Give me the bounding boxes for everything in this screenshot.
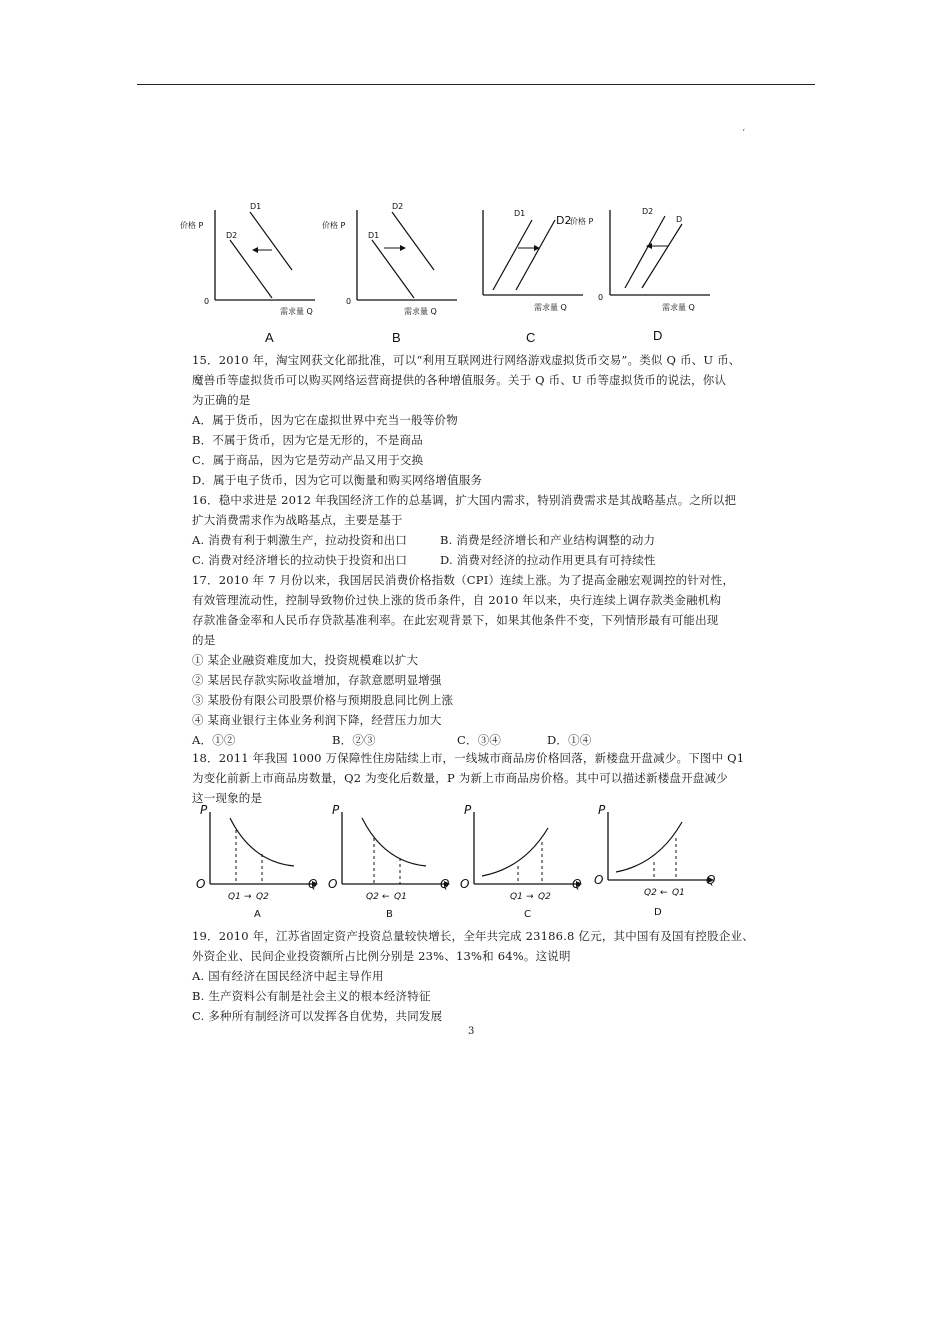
graph-option-d: D [653, 328, 663, 343]
curve-label-2: D [676, 215, 683, 224]
demand-graph-c [448, 200, 588, 320]
question-text-line: 为正确的是 [192, 393, 251, 407]
question-text-line: 扩大消费需求作为战略基点，主要是基于 [192, 513, 403, 527]
housing-graph-a [196, 800, 326, 922]
question-text-line: 有效管理流动性，控制导致物价过快上涨的货币条件，自 2010 年以来，央行连续上调存款类金融机构 [192, 593, 722, 607]
x-axis-label: 需求量 Q [404, 307, 437, 316]
answer-option-c: C. 多种所有制经济可以发挥各自优势，共同发展 [192, 1009, 443, 1023]
x-axis-label: 需求量 Q [280, 307, 313, 316]
q-label-left: Q1 [228, 892, 241, 902]
answer-option-a: A．①② [192, 733, 236, 747]
shift-arrow: → [526, 892, 534, 902]
shift-arrow: ← [660, 888, 668, 898]
shift-arrow: ← [382, 892, 390, 902]
answer-option-a: A. 国有经济在国民经济中起主导作用 [192, 969, 384, 983]
x-axis-label: Q [706, 873, 716, 887]
answer-option-b: B. 生产资料公有制是社会主义的根本经济特征 [192, 989, 431, 1003]
origin-label: O [196, 877, 206, 891]
answer-option-b: B．②③ [332, 733, 376, 747]
demand-graph-d [570, 200, 710, 320]
answer-options-row [192, 530, 792, 550]
answer-option-d: D. 消费对经济的拉动作用更具有可持续性 [440, 553, 656, 567]
y-axis-label: 价格 P [570, 217, 594, 226]
demand-graph-b [322, 200, 462, 320]
answer-option-d: D．①④ [547, 733, 592, 747]
demand-graph-a [180, 200, 320, 320]
question-text-line: 这一现象的是 [192, 791, 263, 805]
y-axis-label: 价格 P [322, 221, 346, 230]
origin-label: 0 [598, 293, 604, 302]
answer-option-b: B．不属于货币，因为它是无形的，不是商品 [192, 433, 423, 447]
x-axis-label: Q [440, 877, 450, 891]
question-text-line: 魔兽币等虚拟货币可以购买网络运营商提供的各种增值服务。关于 Q 币、U 币等虚拟货币的说法，你认 [192, 373, 727, 387]
origin-label: O [460, 877, 470, 891]
answer-option-a: A. 消费有利于刺激生产，拉动投资和出口 [192, 533, 408, 547]
graph-option-c: C [524, 909, 531, 920]
curve-label-1: D2 [642, 207, 654, 216]
question-15 [192, 350, 792, 490]
graph-option-c: C [526, 330, 536, 345]
x-axis-label: 需求量 Q [662, 303, 695, 312]
curve-label-1: D1 [514, 209, 526, 218]
graph-option-b: B [392, 330, 401, 345]
question-16 [192, 490, 792, 570]
header-rule [137, 84, 815, 85]
shift-arrow: → [244, 892, 252, 902]
graph-option-b: B [386, 909, 393, 920]
answer-option-a: A．属于货币，因为它在虚拟世界中充当一般等价物 [192, 413, 458, 427]
question-text-line: 17．2010 年 7 月份以来，我国居民消费价格指数（CPI）连续上涨。为了提高金融宏观调控的针对性， [192, 573, 735, 587]
answer-option-c: C. 消费对经济增长的拉动快于投资和出口 [192, 553, 408, 567]
question-text-line: 18．2011 年我国 1000 万保障性住房陆续上市，一线城市商品房价格回落，新楼盘开盘减少。下图中 Q1 [192, 751, 745, 765]
housing-graph-c [460, 800, 590, 922]
page-number: 3 [468, 1026, 475, 1037]
curve-label-2: D2 [556, 214, 572, 227]
q-label-right: Q2 [538, 892, 551, 902]
statement-3: ③ 某股份有限公司股票价格与预期股息同比例上涨 [192, 693, 454, 707]
origin-label: 0 [346, 297, 352, 306]
x-axis-label: Q [572, 877, 582, 891]
graph-option-d: D [654, 907, 662, 918]
question-text-line: 为变化前新上市商品房数量，Q2 为变化后数量，P 为新上市商品房价格。其中可以描述新楼盘开盘减少 [192, 771, 728, 785]
curve-label-2: D2 [226, 231, 238, 240]
graph-option-a: A [265, 330, 274, 345]
statement-2: ② 某居民存款实际收益增加，存款意愿明显增强 [192, 673, 442, 687]
question-19 [192, 926, 792, 1026]
origin-label: 0 [204, 297, 210, 306]
question-text-line: 外资企业、民间企业投资额所占比例分别是 23%、13%和 64%。这说明 [192, 949, 571, 963]
question-17 [192, 570, 792, 750]
answer-option-c: C．③④ [457, 733, 502, 747]
q-label-left: Q1 [510, 892, 523, 902]
q-label-right: Q1 [672, 888, 685, 898]
housing-graph-b [328, 800, 458, 922]
question-text-line: 15．2010 年，淘宝网获文化部批准，可以“利用互联网进行网络游戏虚拟货币交易”。类似 Q 币、U 币、 [192, 353, 741, 367]
q-label-right: Q1 [394, 892, 407, 902]
origin-label: O [594, 873, 604, 887]
curve-label-1: D1 [250, 202, 262, 211]
answer-option-b: B. 消费是经济增长和产业结构调整的动力 [440, 533, 656, 547]
y-axis-label: P [332, 803, 340, 817]
q-label-left: Q2 [644, 888, 657, 898]
curve-label-2: D1 [368, 231, 380, 240]
curve-label-1: D2 [392, 202, 404, 211]
question-text-line: 16．稳中求进是 2012 年我国经济工作的总基调，扩大国内需求，特别消费需求是其战略基点。之所以把 [192, 493, 737, 507]
statement-4: ④ 某商业银行主体业务利润下降，经营压力加大 [192, 713, 442, 727]
y-axis-label: P [464, 803, 472, 817]
y-axis-label: 价格 P [180, 221, 204, 230]
origin-label: O [328, 877, 338, 891]
y-axis-label: P [200, 803, 208, 817]
x-axis-label: Q [308, 877, 318, 891]
y-axis-label: P [598, 803, 606, 817]
question-text-line: 存款准备金率和人民币存贷款基准利率。在此宏观背景下，如果其他条件不变，下列情形最有可能出现 [192, 613, 719, 627]
housing-graph-d [592, 800, 722, 922]
answer-option-d: D．属于电子货币，因为它可以衡量和购买网络增值服务 [192, 473, 483, 487]
question-text-line: 19．2010 年，江苏省固定资产投资总量较快增长，全年共完成 23186.8 亿元，其中国有及国有控股企业、 [192, 929, 754, 943]
question-text-line: 的是 [192, 633, 216, 647]
answer-options-row [192, 730, 792, 750]
q-label-right: Q2 [256, 892, 269, 902]
q-label-left: Q2 [366, 892, 379, 902]
scan-noise-mark: ‘ [742, 128, 746, 139]
answer-options-row [192, 550, 792, 570]
question-18 [192, 748, 792, 808]
answer-option-c: C．属于商品，因为它是劳动产品又用于交换 [192, 453, 424, 467]
x-axis-label: 需求量 Q [534, 303, 567, 312]
graph-option-a: A [254, 909, 261, 920]
statement-1: ① 某企业融资难度加大，投资规模难以扩大 [192, 653, 419, 667]
